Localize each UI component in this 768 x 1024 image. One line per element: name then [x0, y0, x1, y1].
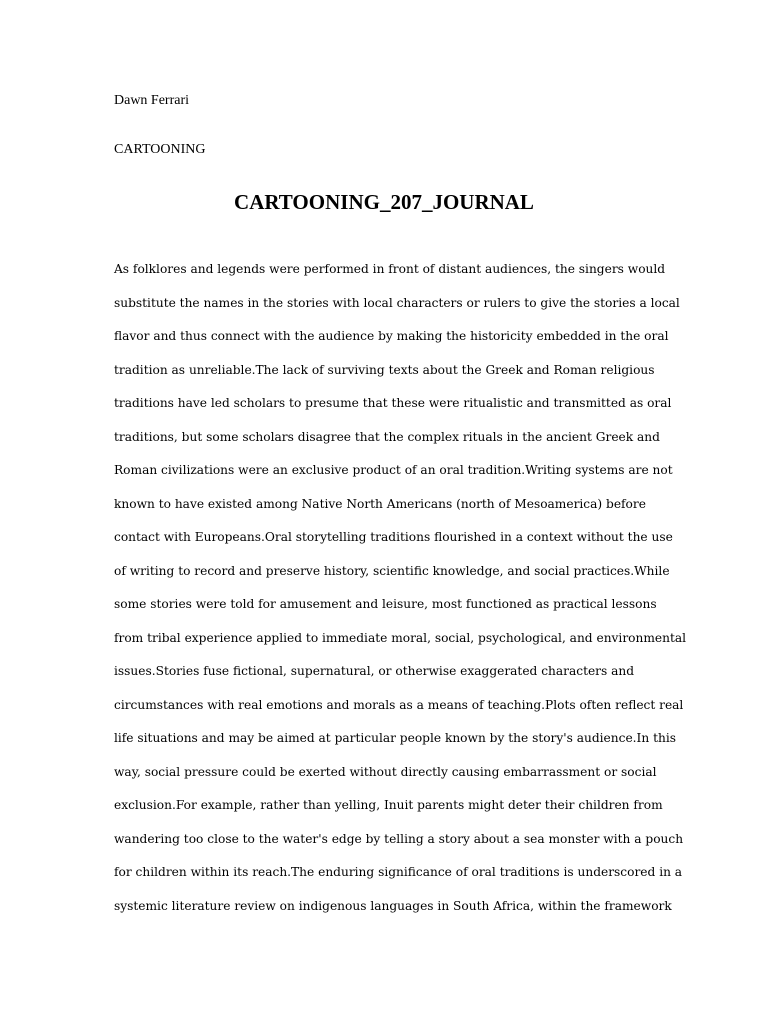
body-line: from tribal experience applied to immediate moral, social, psychological, and environmental — [114, 630, 687, 645]
body-line: known to have existed among Native North Americans (north of Mesoamerica) before — [114, 496, 646, 511]
body-line: for children within its reach.The enduring significance of oral traditions is underscored in a — [114, 865, 683, 879]
body-line: systemic literature review on indigenous languages in South Africa, within the framework — [114, 898, 672, 913]
body-line: flavor and thus connect with the audience by making the historicity embedded in the oral — [114, 329, 669, 343]
body-line: some stories were told for amusement and leisure, most functioned as practical lessons — [114, 597, 657, 611]
body-line: traditions, but some scholars disagree that the complex rituals in the ancient Greek and — [114, 429, 660, 444]
body-line: life situations and may be aimed at particular people known by the story's audience.In this — [114, 731, 676, 745]
body-paragraph — [114, 253, 687, 923]
body-line: As folklores and legends were performed in front of distant audiences, the singers would — [114, 262, 666, 276]
body-line: substitute the names in the stories with local characters or rulers to give the stories a local — [114, 295, 680, 310]
body-line: traditions have led scholars to presume that these were ritualistic and transmitted as oral — [114, 396, 672, 410]
body-line: issues.Stories fuse fictional, supernatural, or otherwise exaggerated characters and — [114, 664, 635, 678]
body-line: circumstances with real emotions and morals as a means of teaching.Plots often reflect real — [114, 697, 684, 712]
body-line: wandering too close to the water's edge by telling a story about a sea monster with a pouch — [114, 831, 684, 846]
body-line: of writing to record and preserve history, scientific knowledge, and social practices.While — [114, 563, 670, 578]
body-line: way, social pressure could be exerted without directly causing embarrassment or social — [114, 764, 657, 779]
body-line: exclusion.For example, rather than yelling, Inuit parents might deter their children from — [114, 798, 663, 812]
body-line: contact with Europeans.Oral storytelling traditions flourished in a context without the use — [114, 530, 673, 544]
course-name: CARTOONING — [114, 142, 206, 157]
author-name: Dawn Ferrari — [114, 93, 190, 108]
body-line: tradition as unreliable.The lack of surviving texts about the Greek and Roman religious — [114, 362, 655, 377]
body-line: Roman civilizations were an exclusive product of an oral tradition.Writing systems are not — [114, 463, 673, 477]
document-title: CARTOONING_207_JOURNAL — [234, 190, 534, 214]
